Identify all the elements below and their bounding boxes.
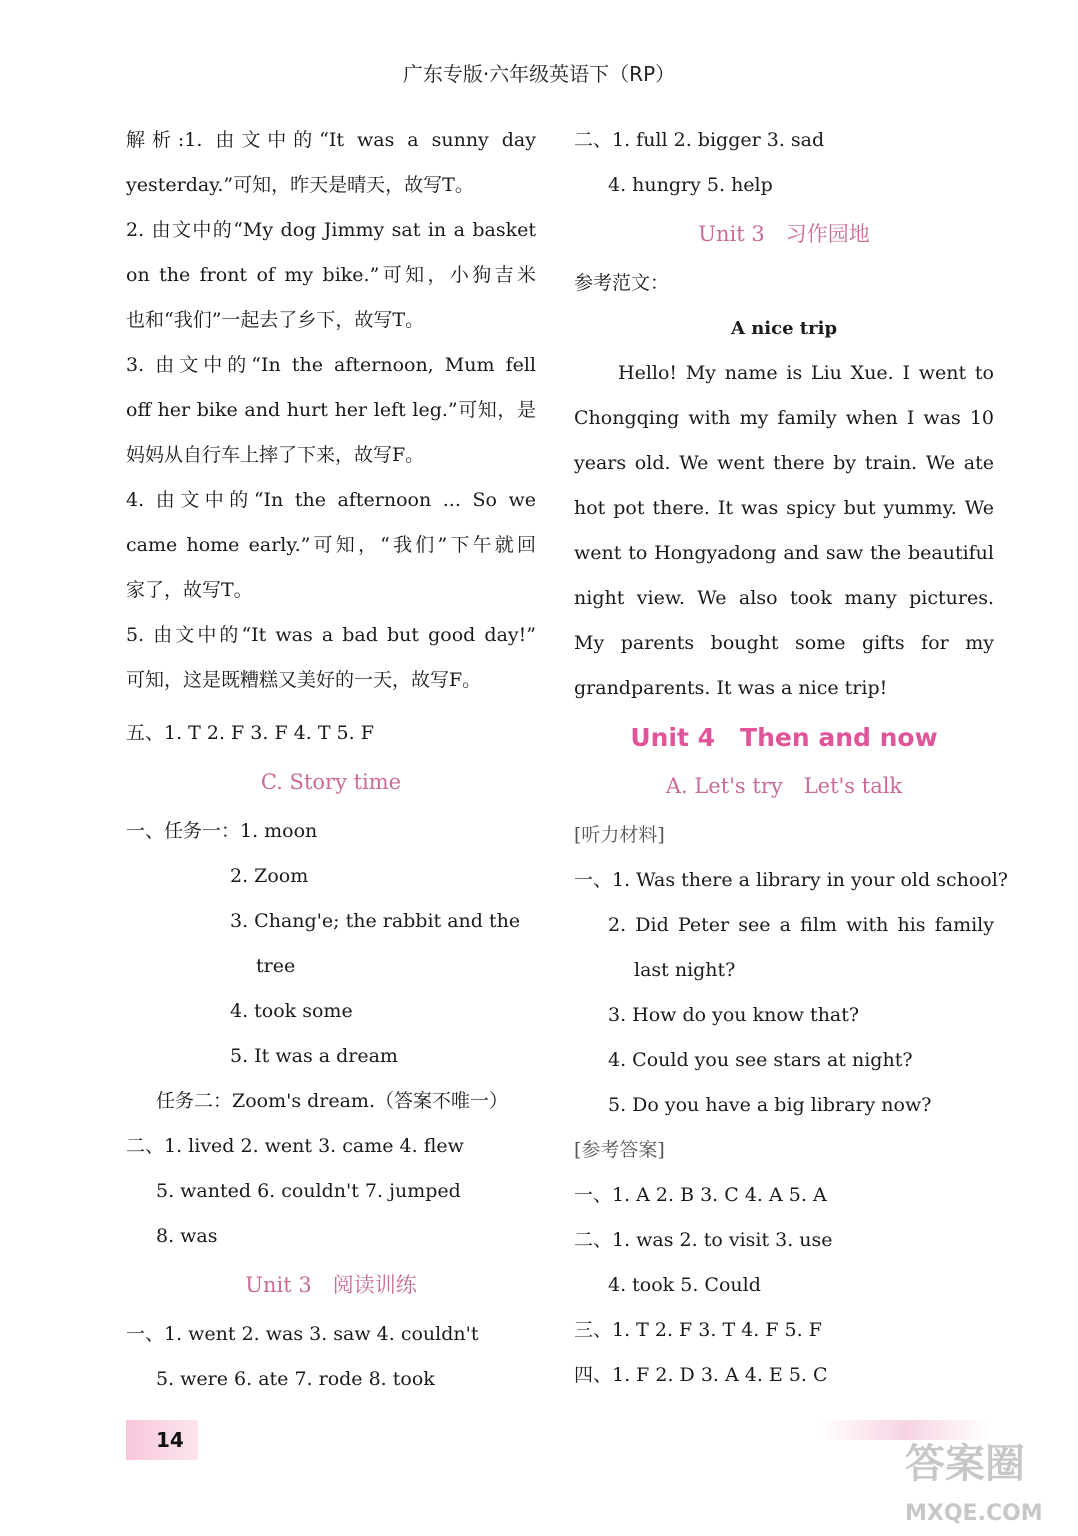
watermark-text: 答案圈 <box>905 1441 1025 1487</box>
answer-line: 二、1. lived 2. went 3. came 4. flew <box>126 1135 464 1157</box>
answer-line: 3. 由文中的“In the afternoon, Mum fell <box>126 354 536 376</box>
answer-line: night view. We also took many pictures. <box>574 587 994 609</box>
answer-line: 5. It was a dream <box>230 1045 398 1067</box>
section-title: Unit 3 习作园地 <box>698 222 870 246</box>
answer-line: 妈妈从自行车上摔了下来，故写F。 <box>126 444 425 466</box>
answer-line: 8. was <box>156 1225 218 1247</box>
bracket-label: [参考答案] <box>574 1139 665 1161</box>
answer-line: 3. How do you know that? <box>608 1004 860 1026</box>
answer-line: 4. 由文中的“In the afternoon ... So we <box>126 489 536 511</box>
answer-line: tree <box>256 955 296 977</box>
watermark-logo <box>900 1432 1070 1532</box>
answer-line: 5. were 6. ate 7. rode 8. took <box>156 1368 435 1390</box>
answer-line: 一、任务一：1. moon <box>126 820 318 842</box>
answer-line: 3. Chang'e; the rabbit and the <box>230 910 521 932</box>
section-title: A. Let's try Let's talk <box>665 774 903 798</box>
answer-line: 2. Did Peter see a film with his family <box>608 914 994 936</box>
answer-line: 一、1. A 2. B 3. C 4. A 5. A <box>574 1184 827 1206</box>
essay-title: A nice trip <box>730 318 838 339</box>
answer-line: 5. wanted 6. couldn't 7. jumped <box>156 1180 461 1202</box>
answer-line: off her bike and hurt her left leg.”可知，是 <box>126 399 536 421</box>
answer-line: 也和“我们”一起去了乡下，故写T。 <box>126 309 425 331</box>
section-title: Unit 3 阅读训练 <box>245 1273 417 1297</box>
answer-line: 5. Do you have a big library now? <box>608 1094 932 1116</box>
right-column <box>574 118 1008 1398</box>
answer-line: 五、1. T 2. F 3. F 4. T 5. F <box>126 722 374 744</box>
answer-line: 二、1. was 2. to visit 3. use <box>574 1229 833 1251</box>
answer-line: Chongqing with my family when I was 10 <box>574 407 994 429</box>
answer-line: 一、1. went 2. was 3. saw 4. couldn't <box>126 1323 479 1345</box>
answer-line: on the front of my bike.”可知，小狗吉米 <box>126 264 536 286</box>
answer-line: grandparents. It was a nice trip! <box>574 677 888 699</box>
answer-line: went to Hongyadong and saw the beautiful <box>574 542 994 564</box>
answer-line: 可知，这是既糟糕又美好的一天，故写F。 <box>126 669 482 691</box>
page-header: 广东专版·六年级英语下（RP） <box>402 62 676 86</box>
answer-line: last night? <box>634 959 736 981</box>
answer-line: 4. took some <box>230 1000 353 1022</box>
answer-line: 四、1. F 2. D 3. A 4. E 5. C <box>574 1364 828 1386</box>
answer-line: 5. 由文中的“It was a bad but good day!” <box>126 624 536 646</box>
answer-line: came home early.”可知，“我们”下午就回 <box>126 534 536 556</box>
answer-line: 二、1. full 2. bigger 3. sad <box>574 129 825 151</box>
answer-line: My parents bought some gifts for my <box>574 632 994 654</box>
answer-line: 4. hungry 5. help <box>608 174 773 196</box>
answer-line: yesterday.”可知，昨天是晴天，故写T。 <box>126 174 474 196</box>
answer-line: Hello! My name is Liu Xue. I went to <box>618 362 994 384</box>
answer-line: hot pot there. It was spicy but yummy. We <box>574 497 994 519</box>
answer-line: 2. Zoom <box>230 865 309 887</box>
answer-line: years old. We went there by train. We ate <box>574 452 994 474</box>
unit-title: Unit 4 Then and now <box>630 723 938 752</box>
answer-line: 解析:1. 由文中的“It was a sunny day <box>126 129 536 151</box>
section-title: C. Story time <box>260 770 402 794</box>
answer-line: 4. took 5. Could <box>608 1274 761 1296</box>
answer-line: 任务二：Zoom's dream.（答案不唯一） <box>156 1090 508 1112</box>
answer-line: 一、1. Was there a library in your old school? <box>574 869 1008 891</box>
answer-line: 4. Could you see stars at night? <box>608 1049 913 1071</box>
left-column <box>126 118 536 1402</box>
answer-line: 三、1. T 2. F 3. T 4. F 5. F <box>574 1319 822 1341</box>
watermark-url: MXQE.COM <box>905 1501 1043 1526</box>
bracket-label: [听力材料] <box>574 824 665 846</box>
answer-line: 2. 由文中的“My dog Jimmy sat in a basket <box>126 219 536 241</box>
answer-line: 参考范文： <box>574 272 670 294</box>
answer-line: 家了，故写T。 <box>126 579 253 601</box>
page-number: 14 <box>156 1428 184 1452</box>
